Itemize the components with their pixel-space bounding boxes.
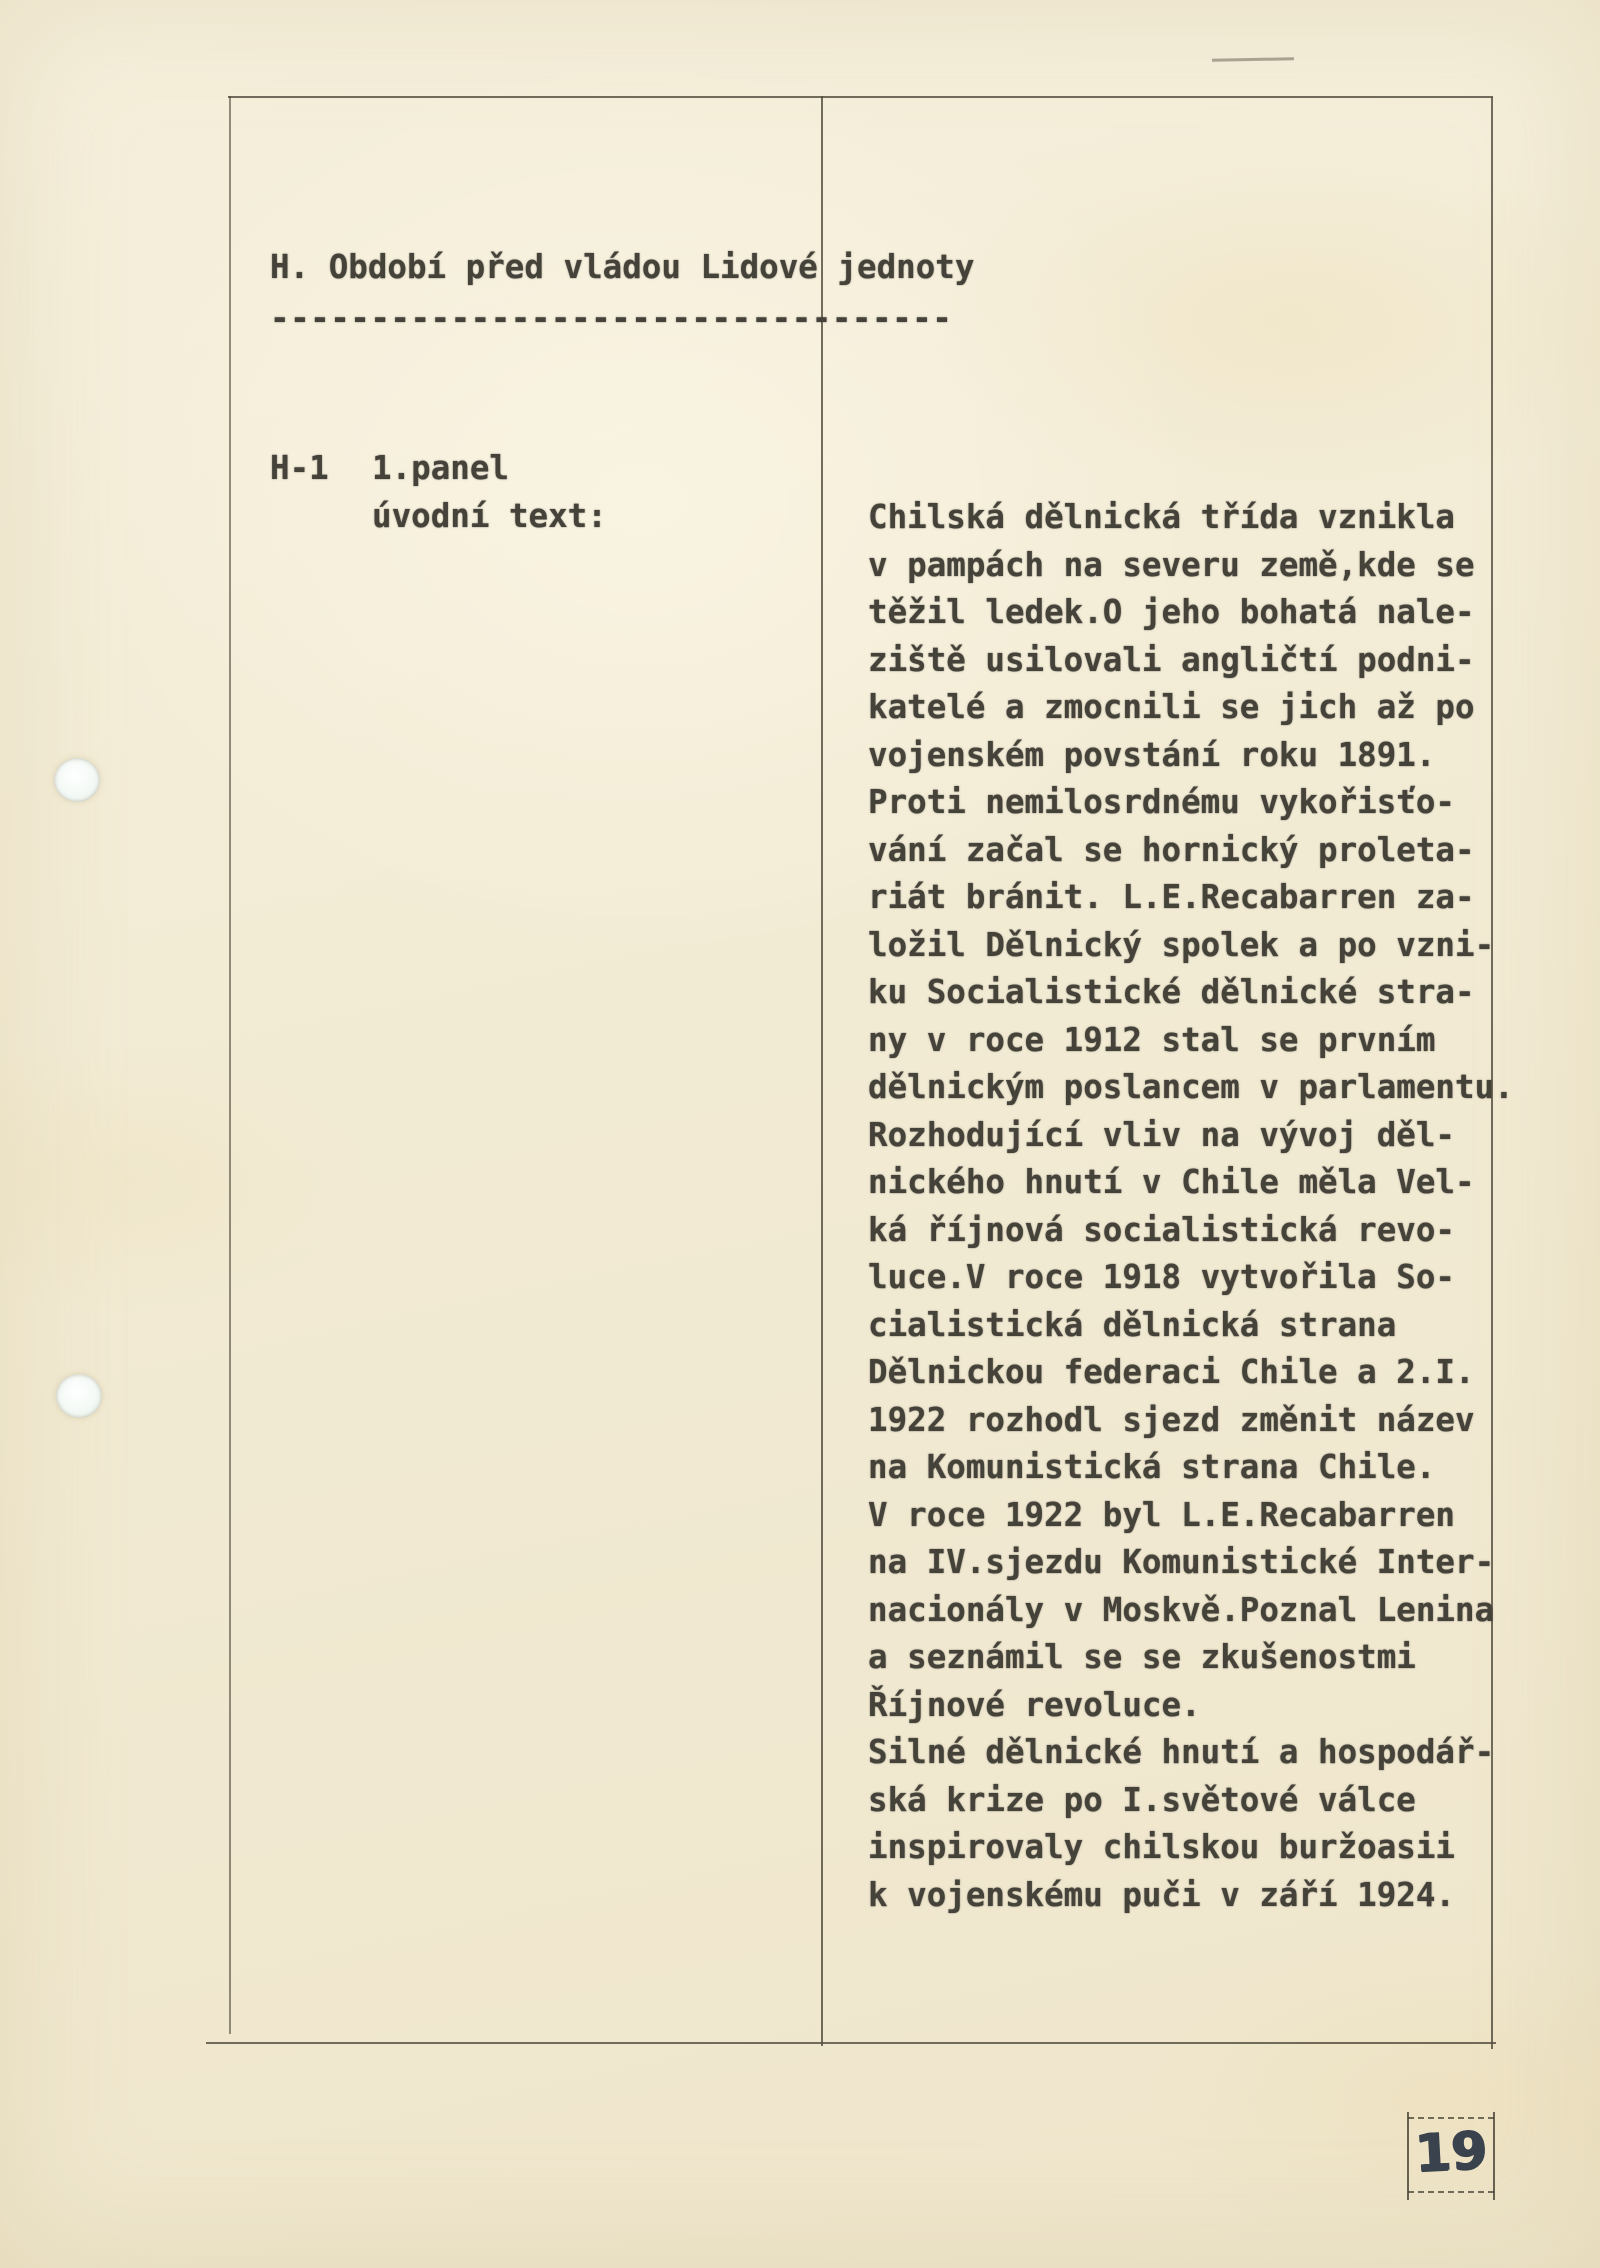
typewritten-line: nického hnutí v Chile měla Vel- [868,1163,1475,1201]
typewritten-line: Proti nemilosrdnému vykořisťo- [868,783,1455,821]
item-sublabel: úvodní text: [372,497,607,535]
typewritten-line: Říjnové revoluce. [868,1685,1201,1724]
typewritten-line: na Komunistická strana Chile. [868,1448,1436,1486]
typewritten-line: těžil ledek.O jeho bohatá nale- [868,593,1475,631]
typewritten-line: Silné dělnické hnutí a hospodář- [868,1733,1495,1771]
table-border-top [228,96,1493,98]
typewritten-line: ziště usilovali angličtí podni- [868,640,1475,679]
typewritten-line: vání začal se hornický proleta- [868,830,1475,869]
table-border-left [229,96,231,2034]
typewritten-line: Chilská dělnická třída vznikla [868,498,1455,536]
typewritten-line: ku Socialistické dělnické stra- [868,973,1475,1011]
page-number-box [1408,2117,1494,2193]
typewritten-line: dělnickým poslancem v parlamentu. [868,1068,1514,1106]
typewritten-line: inspirovaly chilskou buržoasii [868,1828,1455,1866]
item-code: H-1 [270,449,329,487]
typewritten-line: v pampách na severu země,kde se [868,545,1475,584]
typewritten-line: ny v roce 1912 stal se prvním [868,1020,1436,1059]
typewritten-line: a seznámil se se zkušenostmi [868,1638,1416,1676]
stray-scan-mark [1212,57,1294,61]
typewritten-line: luce.V roce 1918 vytvořila So- [868,1258,1455,1296]
typewritten-line: vojenském povstání roku 1891. [868,735,1436,774]
typewritten-line: nacionály v Moskvě.Poznal Lenina [868,1590,1495,1629]
table-border-middle [821,96,823,2046]
page-number: 19 [1413,2120,1489,2185]
item-label: 1.panel [372,449,509,487]
punch-hole [56,1374,102,1418]
typewritten-line: V roce 1922 byl L.E.Recabarren [868,1495,1455,1534]
typewritten-line: ská krize po I.světové válce [868,1780,1416,1819]
typewritten-line: 1922 rozhodl sjezd změnit název [868,1400,1475,1439]
typewritten-line: cialistická dělnická strana [868,1305,1397,1344]
typewritten-line: ložil Dělnický spolek a po vzni- [868,925,1495,964]
panel-intro-text [868,494,1514,1919]
table-border-bottom [206,2042,1496,2044]
typewritten-line: na IV.sjezdu Komunistické Inter- [868,1543,1495,1581]
page-number-box-left-border [1407,2112,1409,2200]
typewritten-line: Dělnickou federaci Chile a 2.I. [868,1353,1475,1391]
typewritten-line: k vojenskému puči v září 1924. [868,1875,1455,1914]
section-heading: H. Období před vládou Lidové jednoty [270,248,975,286]
typewritten-line: ká říjnová socialistická revo- [868,1210,1455,1249]
page-number-box-right-border [1493,2112,1495,2200]
punch-hole [54,758,100,802]
typewritten-line: Rozhodující vliv na vývoj děl- [868,1115,1455,1154]
typewritten-line: katelé a zmocnili se jich až po [868,688,1475,726]
section-heading-underline: ---------------------------------- [270,299,953,337]
typewritten-line: riát bránit. L.E.Recabarren za- [868,878,1475,916]
